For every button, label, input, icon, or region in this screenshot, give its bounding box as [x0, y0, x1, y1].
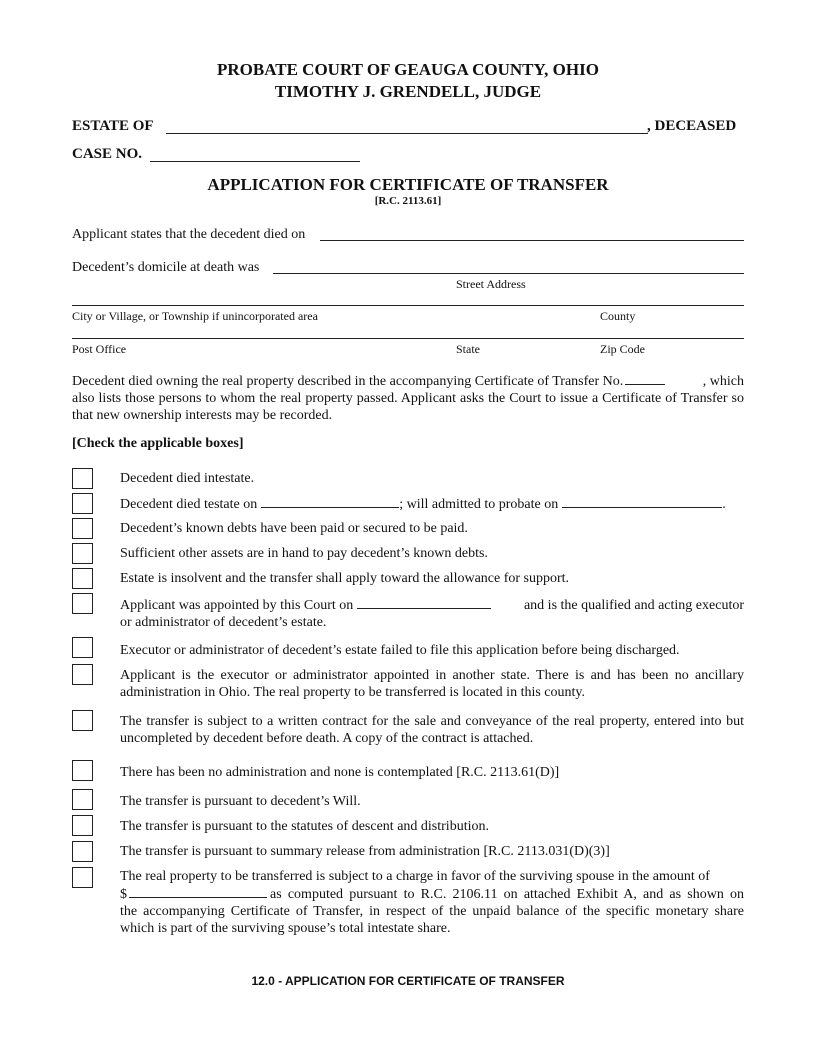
- estate-name-field[interactable]: [166, 133, 648, 134]
- item-spouse-charge: [120, 868, 744, 937]
- checkbox-written-contract[interactable]: [72, 710, 93, 731]
- estate-label: ESTATE OF: [72, 118, 154, 134]
- testate-date-field[interactable]: [261, 495, 399, 508]
- item-written-contract: The transfer is subject to a written contract for the sale and conveyance of the real property, entered into but uncompleted by decedent before death. A copy of the contract is attached.: [120, 714, 744, 746]
- street-address-field[interactable]: [273, 273, 744, 274]
- checkbox-no-administration[interactable]: [72, 760, 93, 781]
- item-testate: [120, 495, 744, 513]
- certificate-number-field[interactable]: [625, 372, 665, 385]
- post-office-caption: Post Office: [72, 342, 127, 356]
- state-caption: State: [456, 342, 480, 356]
- form-title: APPLICATION FOR CERTIFICATE OF TRANSFER: [207, 175, 609, 194]
- checkbox-intestate[interactable]: [72, 468, 93, 489]
- item-pursuant-descent: The transfer is pursuant to the statutes of descent and distribution.: [120, 819, 489, 834]
- item-appointed: [120, 596, 744, 631]
- post-office-field[interactable]: [72, 338, 744, 339]
- judge-name: TIMOTHY J. GRENDELL, JUDGE: [274, 82, 542, 101]
- appointed-executor-text: and is the qualified and acting executor: [523, 598, 744, 613]
- city-county-field[interactable]: [72, 305, 744, 306]
- checkbox-pursuant-descent[interactable]: [72, 815, 93, 836]
- checkbox-testate[interactable]: [72, 493, 93, 514]
- intro-which: , which: [702, 374, 744, 389]
- charge-amount-field[interactable]: [129, 885, 267, 898]
- item-debts-paid: Decedent’s known debts have been paid or secured to be paid.: [120, 521, 468, 536]
- date-of-death-field[interactable]: [320, 240, 744, 241]
- charge-line2: as computed pursuant to R.C. 2106.11 on attached Exhibit A, and as shown on: [270, 887, 744, 902]
- probate-date-field[interactable]: [562, 495, 722, 508]
- checkbox-spouse-charge[interactable]: [72, 867, 93, 888]
- charge-line1: The real property to be transferred is subject to a charge in favor of the surviving spouse in the amount of: [120, 869, 710, 884]
- testate-label: Decedent died testate on: [120, 497, 258, 512]
- charge-dollar-sign: $: [120, 887, 127, 902]
- charge-line3: the accompanying Certificate of Transfer, in respect of the unpaid balance of the specific monetary share which is part of the surviving spouse’s total intestate share.: [120, 904, 744, 936]
- checkbox-another-state[interactable]: [72, 664, 93, 685]
- item-no-administration: There has been no administration and none is contemplated [R.C. 2113.61(D)]: [120, 765, 560, 780]
- intro-paragraph: [72, 372, 744, 424]
- form-citation: [R.C. 2113.61]: [374, 195, 442, 207]
- street-address-caption: Street Address: [456, 277, 526, 291]
- checkbox-pursuant-summary[interactable]: [72, 841, 93, 862]
- appointed-continuation: or administrator of decedent’s estate.: [120, 615, 327, 630]
- appointed-label: Applicant was appointed by this Court on: [120, 598, 354, 613]
- checkbox-insolvent[interactable]: [72, 568, 93, 589]
- checkbox-failed-to-file[interactable]: [72, 637, 93, 658]
- item-failed-to-file: Executor or administrator of decedent’s estate failed to file this application before being discharged.: [120, 643, 680, 658]
- case-number-field[interactable]: [150, 161, 360, 162]
- item-insolvent: Estate is insolvent and the transfer shall apply toward the allowance for support.: [120, 571, 570, 586]
- checkbox-sufficient-assets[interactable]: [72, 543, 93, 564]
- died-on-label: Applicant states that the decedent died on: [72, 227, 306, 242]
- probate-label: ; will admitted to probate on: [399, 497, 559, 512]
- zip-caption: Zip Code: [600, 342, 645, 356]
- domicile-label: Decedent’s domicile at death was: [72, 260, 260, 275]
- appointment-date-field[interactable]: [357, 596, 491, 609]
- item-pursuant-summary: The transfer is pursuant to summary release from administration [R.C. 2113.031(D)(3)]: [120, 844, 610, 859]
- case-label: CASE NO.: [72, 146, 143, 162]
- item-pursuant-will: The transfer is pursuant to decedent’s Will.: [120, 794, 361, 809]
- item-sufficient-assets: Sufficient other assets are in hand to pay decedent’s known debts.: [120, 546, 488, 561]
- county-caption: County: [600, 309, 636, 323]
- item-another-state: Applicant is the executor or administrator appointed in another state. There is and has been no ancillary administration in Ohio. The real property to be transferred is located in this county.: [120, 668, 744, 700]
- court-name: PROBATE COURT OF GEAUGA COUNTY, OHIO: [217, 60, 599, 79]
- deceased-label: , DECEASED: [647, 118, 737, 134]
- checkbox-debts-paid[interactable]: [72, 518, 93, 539]
- testate-period: .: [722, 497, 726, 512]
- intro-line1: Decedent died owning the real property described in the accompanying Certificate of Transfer No.: [72, 374, 624, 389]
- check-heading: [Check the applicable boxes]: [72, 436, 244, 451]
- city-caption: City or Village, or Township if unincorporated area: [72, 309, 318, 323]
- checkbox-pursuant-will[interactable]: [72, 789, 93, 810]
- item-intestate: Decedent died intestate.: [120, 471, 255, 486]
- checkbox-appointed[interactable]: [72, 593, 93, 614]
- page-footer: 12.0 - APPLICATION FOR CERTIFICATE OF TRANSFER: [251, 974, 565, 988]
- intro-rest: also lists those persons to whom the real property passed. Applicant asks the Court to issue a Certificate of Transfer so that new ownership interests may be recorded.: [72, 391, 744, 423]
